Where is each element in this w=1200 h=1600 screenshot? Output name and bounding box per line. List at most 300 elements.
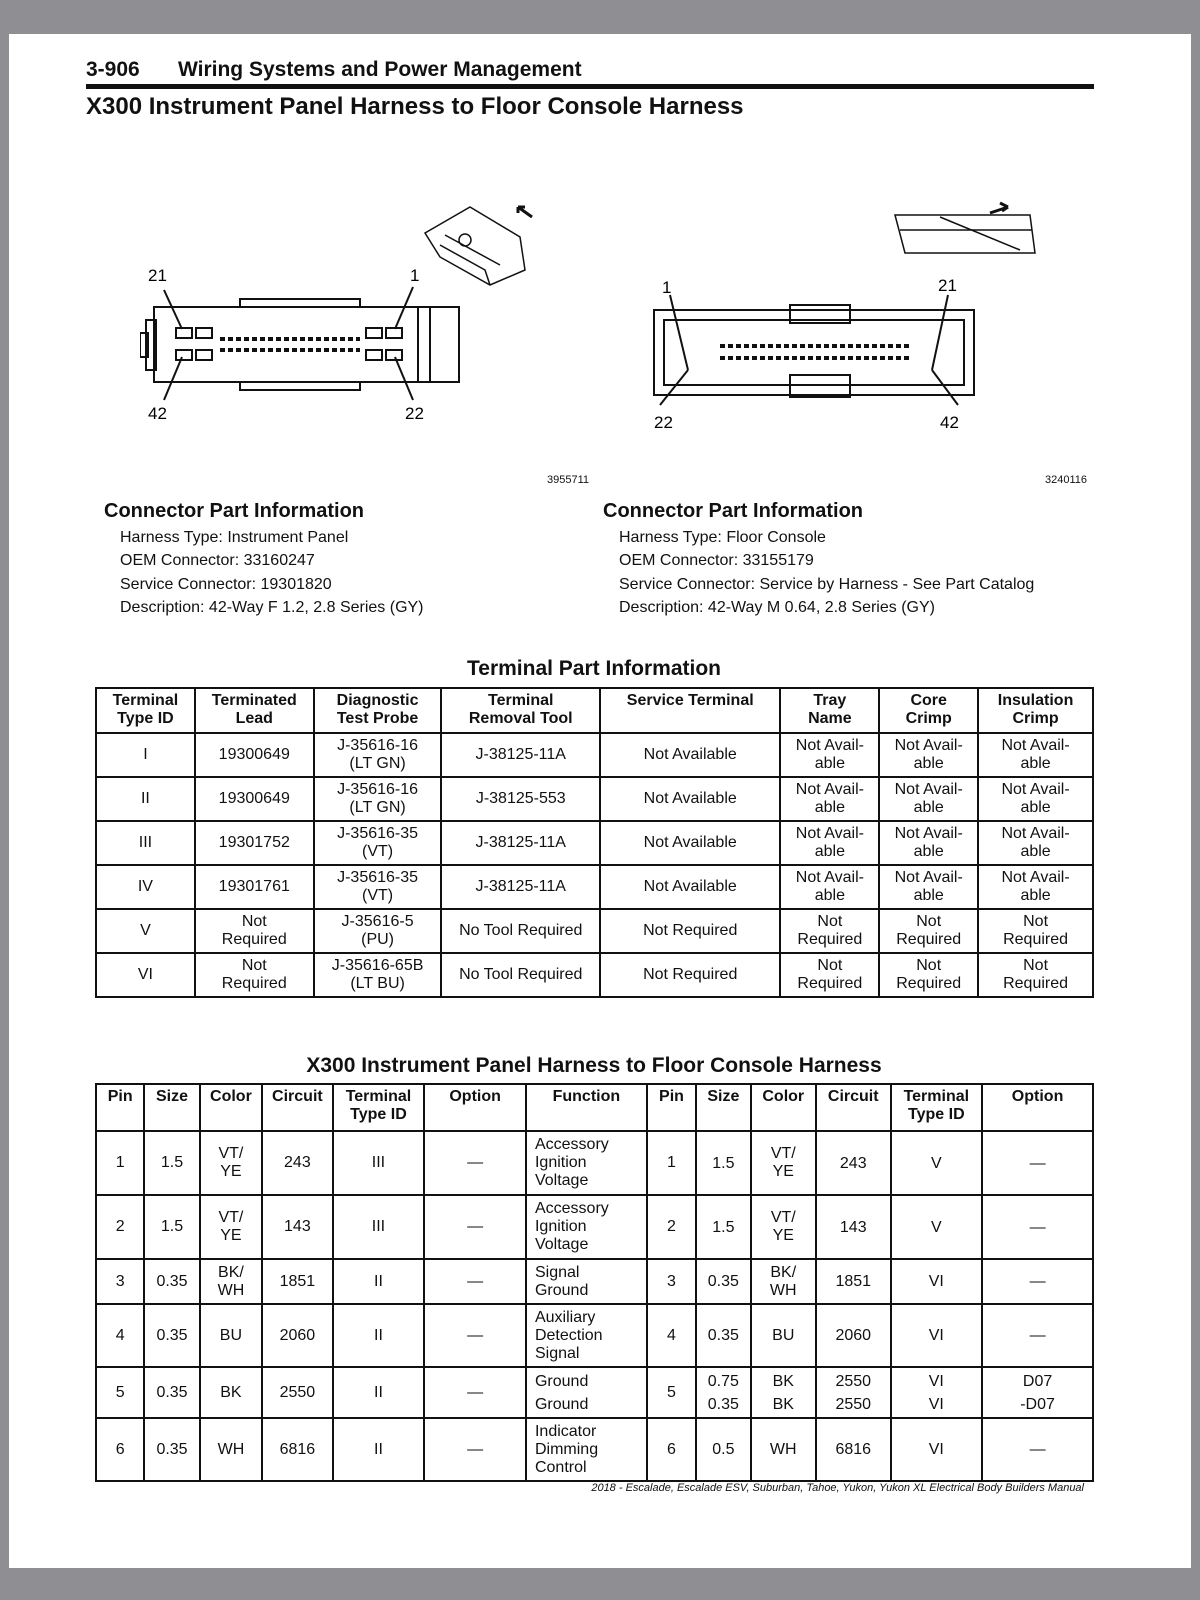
cell-line: J-38125-553 xyxy=(475,790,566,807)
table-cell xyxy=(96,909,195,953)
cell-line: Service Terminal xyxy=(626,692,754,709)
table-cell: 2060 xyxy=(262,1304,332,1367)
cell-line: BU xyxy=(219,1326,243,1344)
cell-line: — xyxy=(1029,1441,1046,1458)
pin-label-1: 1 xyxy=(410,266,420,285)
cell-line: Not xyxy=(241,913,267,930)
cell-line: Type ID xyxy=(117,710,174,727)
cell-entry xyxy=(754,1327,813,1345)
table-cell: 1851 xyxy=(262,1259,332,1304)
cell-line: Ignition xyxy=(534,1154,587,1171)
table-cell xyxy=(891,1367,983,1418)
cell-line: Option xyxy=(449,1088,501,1105)
cell-line: Not Avail- xyxy=(795,825,864,842)
cell-line: Not Avail- xyxy=(894,781,963,798)
table-cell xyxy=(816,1367,891,1418)
table-cell xyxy=(96,953,195,997)
column-header xyxy=(262,1084,332,1131)
table-cell xyxy=(441,777,600,821)
column-header xyxy=(879,688,978,733)
table-cell xyxy=(982,1304,1093,1367)
table-cell xyxy=(780,909,879,953)
table-cell xyxy=(600,777,780,821)
cell-line: Not xyxy=(1023,913,1049,930)
cell-line: Core xyxy=(910,692,947,709)
cell-line: BK xyxy=(220,1383,242,1401)
table-cell xyxy=(982,1195,1093,1259)
cell-line: BU xyxy=(772,1326,795,1344)
table-cell xyxy=(978,821,1093,865)
cell-line: Ground xyxy=(534,1372,589,1390)
cell-line: able xyxy=(913,887,944,904)
page-header xyxy=(86,58,1094,89)
pin-label-21: 21 xyxy=(148,266,167,285)
cell-entry xyxy=(754,1145,813,1181)
cell-line: Indicator xyxy=(534,1422,597,1440)
table-cell: 2550 xyxy=(262,1367,332,1418)
cell-line: (LT GN) xyxy=(349,755,406,772)
cell-line: Not xyxy=(916,957,942,974)
cell-line: — xyxy=(1029,1327,1046,1344)
cell-line: Insulation xyxy=(997,692,1074,709)
cell-line: J-35616-35 xyxy=(337,825,419,842)
cell-line: Not xyxy=(817,913,843,930)
table-cell xyxy=(195,821,314,865)
column-header xyxy=(96,688,195,733)
column-header xyxy=(978,688,1093,733)
cell-line: Accessory xyxy=(534,1136,609,1153)
cell-line: able xyxy=(814,843,845,860)
cell-line: Ground xyxy=(534,1395,589,1413)
table-cell xyxy=(891,1131,983,1195)
terminal-table-title: Terminal Part Information xyxy=(467,657,721,680)
cell-line: Control xyxy=(534,1458,587,1476)
function-cell xyxy=(526,1259,647,1304)
table-cell xyxy=(314,909,442,953)
cell-line: Pin xyxy=(107,1088,133,1105)
connector-diagram-instrument-panel xyxy=(140,195,590,495)
cell-line: V xyxy=(930,1218,942,1236)
table-cell xyxy=(441,865,600,909)
table-cell: 2 xyxy=(96,1195,144,1259)
cell-line: Signal xyxy=(534,1263,580,1281)
cell-line: Option xyxy=(1011,1088,1064,1105)
cell-line: VT/ xyxy=(770,1209,796,1226)
table-cell xyxy=(96,733,195,777)
table-row xyxy=(96,1304,1093,1367)
cell-line: WH xyxy=(769,1440,797,1458)
cell-line: 0.35 xyxy=(707,1273,739,1290)
cell-line: Tray xyxy=(813,692,847,709)
cell-line: Required xyxy=(1003,931,1069,948)
table-cell xyxy=(600,953,780,997)
cell-line: (LT BU) xyxy=(350,975,405,992)
cell-line: VT/ xyxy=(218,1209,244,1226)
cell-line: Accessory xyxy=(534,1200,609,1217)
cell-line: Function xyxy=(552,1088,621,1105)
table-cell: 3 xyxy=(96,1259,144,1304)
cell-entry xyxy=(754,1393,813,1416)
cell-line: Test Probe xyxy=(336,710,419,727)
table-cell xyxy=(441,953,600,997)
cell-line: Voltage xyxy=(534,1236,589,1253)
function-cell xyxy=(526,1304,647,1367)
table-cell xyxy=(314,865,442,909)
cell-line: Type ID xyxy=(908,1106,965,1123)
cell-line: Crimp xyxy=(1012,710,1059,727)
column-header xyxy=(441,688,600,733)
function-cell xyxy=(526,1131,647,1195)
table-cell xyxy=(891,1195,983,1259)
column-header xyxy=(144,1084,199,1131)
cell-line: — xyxy=(1029,1273,1046,1290)
cell-line: YE xyxy=(220,1227,242,1244)
column-header xyxy=(982,1084,1093,1131)
harness-type: Harness Type: Instrument Panel xyxy=(120,528,349,546)
terminal-part-table xyxy=(95,687,1094,998)
cell-line: No Tool Required xyxy=(459,966,583,983)
cell-line: J-35616-16 xyxy=(337,781,419,798)
cell-line: IV xyxy=(137,878,153,895)
oem-connector: OEM Connector: 33155179 xyxy=(619,552,814,569)
cell-line: able xyxy=(913,799,944,816)
table-cell: 0.35 xyxy=(144,1367,199,1418)
cell-line: 19300649 xyxy=(218,746,290,763)
cell-line: 0.5 xyxy=(712,1441,735,1458)
column-header xyxy=(200,1084,262,1131)
cell-line: (VT) xyxy=(362,887,394,904)
table-cell xyxy=(751,1131,816,1195)
column-header xyxy=(780,688,879,733)
cell-line: Terminal xyxy=(345,1088,412,1105)
cell-line: Not Avail- xyxy=(1001,869,1070,886)
function-cell xyxy=(526,1195,647,1259)
table-cell: — xyxy=(424,1131,526,1195)
cell-line: Removal Tool xyxy=(468,710,573,727)
table-cell xyxy=(314,777,442,821)
cell-line: Signal xyxy=(534,1344,580,1362)
cell-line: Detection xyxy=(534,1326,603,1344)
cell-line: 2060 xyxy=(835,1327,872,1344)
cell-line: Not xyxy=(916,913,942,930)
table-row xyxy=(96,733,1093,777)
table-cell xyxy=(780,821,879,865)
cell-line: — xyxy=(1029,1218,1046,1236)
connector-description: Description: 42-Way M 0.64, 2.8 Series (GY) xyxy=(619,599,935,616)
connector-info-left xyxy=(104,500,424,620)
cell-line: BK xyxy=(772,1372,794,1390)
cell-line: Not Avail- xyxy=(795,737,864,754)
table-cell: III xyxy=(333,1195,425,1259)
table-cell xyxy=(982,1131,1093,1195)
table-cell: II xyxy=(333,1304,425,1367)
cell-line: VI xyxy=(928,1327,944,1344)
cell-line: WH xyxy=(217,1281,245,1299)
table-cell: 1.5 xyxy=(144,1195,199,1259)
cell-line: -D07 xyxy=(1020,1395,1055,1413)
column-header xyxy=(314,688,442,733)
cell-line: (VT) xyxy=(362,843,394,860)
cell-line: able xyxy=(1020,799,1051,816)
table-cell xyxy=(780,733,879,777)
cell-entry xyxy=(754,1264,813,1300)
cell-line: WH xyxy=(769,1281,797,1299)
table-cell xyxy=(891,1304,983,1367)
cell-line: able xyxy=(814,755,845,772)
table-row xyxy=(96,865,1093,909)
cell-line: J-35616-5 xyxy=(341,913,414,930)
cell-line: Not Available xyxy=(643,878,737,895)
cell-line: J-38125-11A xyxy=(475,834,566,851)
table-cell xyxy=(96,821,195,865)
column-header xyxy=(526,1084,647,1131)
table-cell xyxy=(751,1259,816,1304)
table-row xyxy=(96,1259,1093,1304)
connector-diagram-floor-console xyxy=(640,195,1090,495)
cell-line: BK/ xyxy=(770,1263,797,1281)
cell-entry xyxy=(754,1209,813,1245)
column-header xyxy=(751,1084,816,1131)
section-title: Wiring Systems and Power Management xyxy=(178,58,582,81)
table-cell: 6 xyxy=(647,1418,696,1481)
table-cell: 1 xyxy=(96,1131,144,1195)
pin-table xyxy=(95,1083,1094,1482)
cell-line: Color xyxy=(762,1088,805,1105)
table-cell xyxy=(751,1367,816,1418)
cell-line: Not Avail- xyxy=(1001,825,1070,842)
cell-line: Voltage xyxy=(534,1172,589,1189)
cell-line: V xyxy=(140,922,151,939)
cell-line: Not xyxy=(241,957,267,974)
cell-line: 143 xyxy=(839,1218,867,1236)
table-row xyxy=(96,777,1093,821)
cell-line: 0.35 xyxy=(707,1395,739,1413)
table-cell xyxy=(696,1131,750,1195)
cell-line: 1.5 xyxy=(712,1154,735,1172)
pin-label-21: 21 xyxy=(938,276,957,295)
table-cell: — xyxy=(424,1195,526,1259)
table-cell xyxy=(816,1304,891,1367)
cell-line: VI xyxy=(928,1372,944,1390)
table-cell xyxy=(195,777,314,821)
cell-line: able xyxy=(1020,887,1051,904)
column-header xyxy=(424,1084,526,1131)
cell-line: 19301752 xyxy=(218,834,290,851)
cell-line: VT/ xyxy=(218,1145,244,1162)
cell-line: Required xyxy=(797,975,863,992)
table-cell: — xyxy=(424,1367,526,1418)
cell-line: Ground xyxy=(534,1281,589,1299)
cell-line: 19301761 xyxy=(218,878,290,895)
table-cell xyxy=(751,1304,816,1367)
cell-line: 0.75 xyxy=(707,1372,739,1390)
cell-line: 0.35 xyxy=(707,1327,739,1344)
pin-label-42: 42 xyxy=(940,413,959,432)
cell-line: Color xyxy=(210,1088,252,1105)
pin-label-1: 1 xyxy=(662,278,672,297)
table-cell: 5 xyxy=(96,1367,144,1418)
cell-line: Not Avail- xyxy=(894,737,963,754)
table-cell: II xyxy=(333,1418,425,1481)
cell-line: Auxiliary xyxy=(534,1308,596,1326)
cell-line: (PU) xyxy=(361,931,395,948)
column-header xyxy=(647,1084,696,1131)
connector-info-heading: Connector Part Information xyxy=(603,500,864,522)
table-cell xyxy=(200,1259,262,1304)
table-cell xyxy=(195,733,314,777)
cell-line: able xyxy=(913,755,944,772)
cell-line: J-38125-11A xyxy=(475,746,566,763)
cell-line: VI xyxy=(137,966,153,983)
table-cell xyxy=(816,1259,891,1304)
table-cell xyxy=(314,733,442,777)
cell-line: Required xyxy=(797,931,863,948)
table-cell xyxy=(816,1418,891,1481)
harness-type: Harness Type: Floor Console xyxy=(619,528,826,546)
column-header xyxy=(816,1084,891,1131)
oem-connector: OEM Connector: 33160247 xyxy=(120,552,315,569)
cell-entry xyxy=(754,1441,813,1459)
table-cell xyxy=(195,865,314,909)
cell-line: J-38125-11A xyxy=(475,878,566,895)
cell-line: No Tool Required xyxy=(459,922,583,939)
table-cell xyxy=(441,821,600,865)
table-cell xyxy=(314,953,442,997)
figure-part-number-left: 3955711 xyxy=(547,474,590,486)
table-cell xyxy=(982,1418,1093,1481)
cell-line: Type ID xyxy=(350,1106,407,1123)
cell-line: III xyxy=(138,834,153,851)
cell-line: YE xyxy=(772,1227,794,1244)
cell-line: Not Avail- xyxy=(1001,781,1070,798)
table-cell xyxy=(780,953,879,997)
cell-line: able xyxy=(913,843,944,860)
column-header xyxy=(600,688,780,733)
table-cell xyxy=(600,733,780,777)
table-cell xyxy=(780,865,879,909)
table-cell: 1 xyxy=(647,1131,696,1195)
cell-line: Not Required xyxy=(643,966,738,983)
cell-line: J-35616-35 xyxy=(337,869,419,886)
table-cell xyxy=(780,777,879,821)
table-cell xyxy=(696,1367,750,1418)
cell-line: Not xyxy=(1023,957,1049,974)
table-cell xyxy=(816,1131,891,1195)
service-connector: Service Connector: 19301820 xyxy=(120,575,332,593)
cell-line: Ignition xyxy=(534,1218,587,1235)
cell-line: Not Available xyxy=(643,834,737,851)
column-header xyxy=(195,688,314,733)
cell-line: able xyxy=(814,887,845,904)
table-cell xyxy=(200,1195,262,1259)
cell-line: Not xyxy=(817,957,843,974)
cell-line: VT/ xyxy=(770,1145,796,1162)
column-header xyxy=(891,1084,983,1131)
table-cell xyxy=(600,865,780,909)
column-header xyxy=(696,1084,750,1131)
table-cell xyxy=(982,1367,1093,1418)
table-cell: 243 xyxy=(262,1131,332,1195)
table-cell xyxy=(441,909,600,953)
cell-line: able xyxy=(1020,755,1051,772)
cell-line: VI xyxy=(928,1441,944,1458)
table-cell: 143 xyxy=(262,1195,332,1259)
cell-line: II xyxy=(140,790,150,807)
table-cell: 4 xyxy=(96,1304,144,1367)
table-cell: — xyxy=(424,1259,526,1304)
table-cell xyxy=(200,1418,262,1481)
cell-line: Not Required xyxy=(643,922,738,939)
cell-line: J-35616-16 xyxy=(337,737,419,754)
cell-line: Diagnostic xyxy=(336,692,419,709)
table-row xyxy=(96,1195,1093,1259)
cell-line: Required xyxy=(896,975,962,992)
table-cell: 0.35 xyxy=(144,1259,199,1304)
cell-line: Size xyxy=(156,1088,189,1105)
cell-line: (LT GN) xyxy=(349,799,406,816)
pin-label-22: 22 xyxy=(654,413,673,432)
table-cell: 5 xyxy=(647,1367,696,1418)
function-cell xyxy=(526,1418,647,1481)
cell-line: Not Avail- xyxy=(894,825,963,842)
table-cell xyxy=(200,1367,262,1418)
table-cell xyxy=(879,733,978,777)
cell-line: Not Available xyxy=(643,790,737,807)
pin-label-22: 22 xyxy=(405,404,424,423)
function-cell xyxy=(526,1367,647,1418)
table-row xyxy=(96,909,1093,953)
cell-line: Terminal xyxy=(903,1088,970,1105)
column-header xyxy=(96,1084,144,1131)
table-cell xyxy=(816,1195,891,1259)
cell-line: Not Avail- xyxy=(894,869,963,886)
service-connector: Service Connector: Service by Harness - See Part Catalog xyxy=(619,575,1035,593)
table-cell xyxy=(879,777,978,821)
cell-entry xyxy=(754,1370,813,1393)
table-cell xyxy=(314,821,442,865)
cell-line: Not Avail- xyxy=(1001,737,1070,754)
table-cell xyxy=(978,909,1093,953)
cell-line: WH xyxy=(217,1440,245,1458)
cell-line: Not Available xyxy=(643,746,737,763)
cell-line: D07 xyxy=(1022,1372,1053,1390)
cell-line: Required xyxy=(221,931,287,948)
cell-line: Crimp xyxy=(905,710,952,727)
cell-line: Name xyxy=(808,710,852,727)
cell-line: Terminal xyxy=(487,692,554,709)
table-cell xyxy=(751,1195,816,1259)
table-cell xyxy=(978,953,1093,997)
table-cell xyxy=(696,1418,750,1481)
cell-line: Terminal xyxy=(112,692,179,709)
cell-line: Lead xyxy=(235,710,273,727)
table-cell xyxy=(982,1259,1093,1304)
connector-info-right xyxy=(603,500,1035,620)
table-cell xyxy=(96,865,195,909)
connector-description: Description: 42-Way F 1.2, 2.8 Series (GY) xyxy=(120,599,424,616)
cell-line: Circuit xyxy=(827,1088,879,1105)
table-cell xyxy=(195,909,314,953)
table-cell xyxy=(891,1259,983,1304)
table-cell: 6 xyxy=(96,1418,144,1481)
cell-line: 2550 xyxy=(835,1395,872,1413)
pin-label-42: 42 xyxy=(148,404,167,423)
cell-line: YE xyxy=(220,1163,242,1180)
table-cell xyxy=(978,865,1093,909)
cell-line: Required xyxy=(1003,975,1069,992)
cell-line: — xyxy=(1029,1154,1046,1172)
table-row xyxy=(96,1418,1093,1481)
